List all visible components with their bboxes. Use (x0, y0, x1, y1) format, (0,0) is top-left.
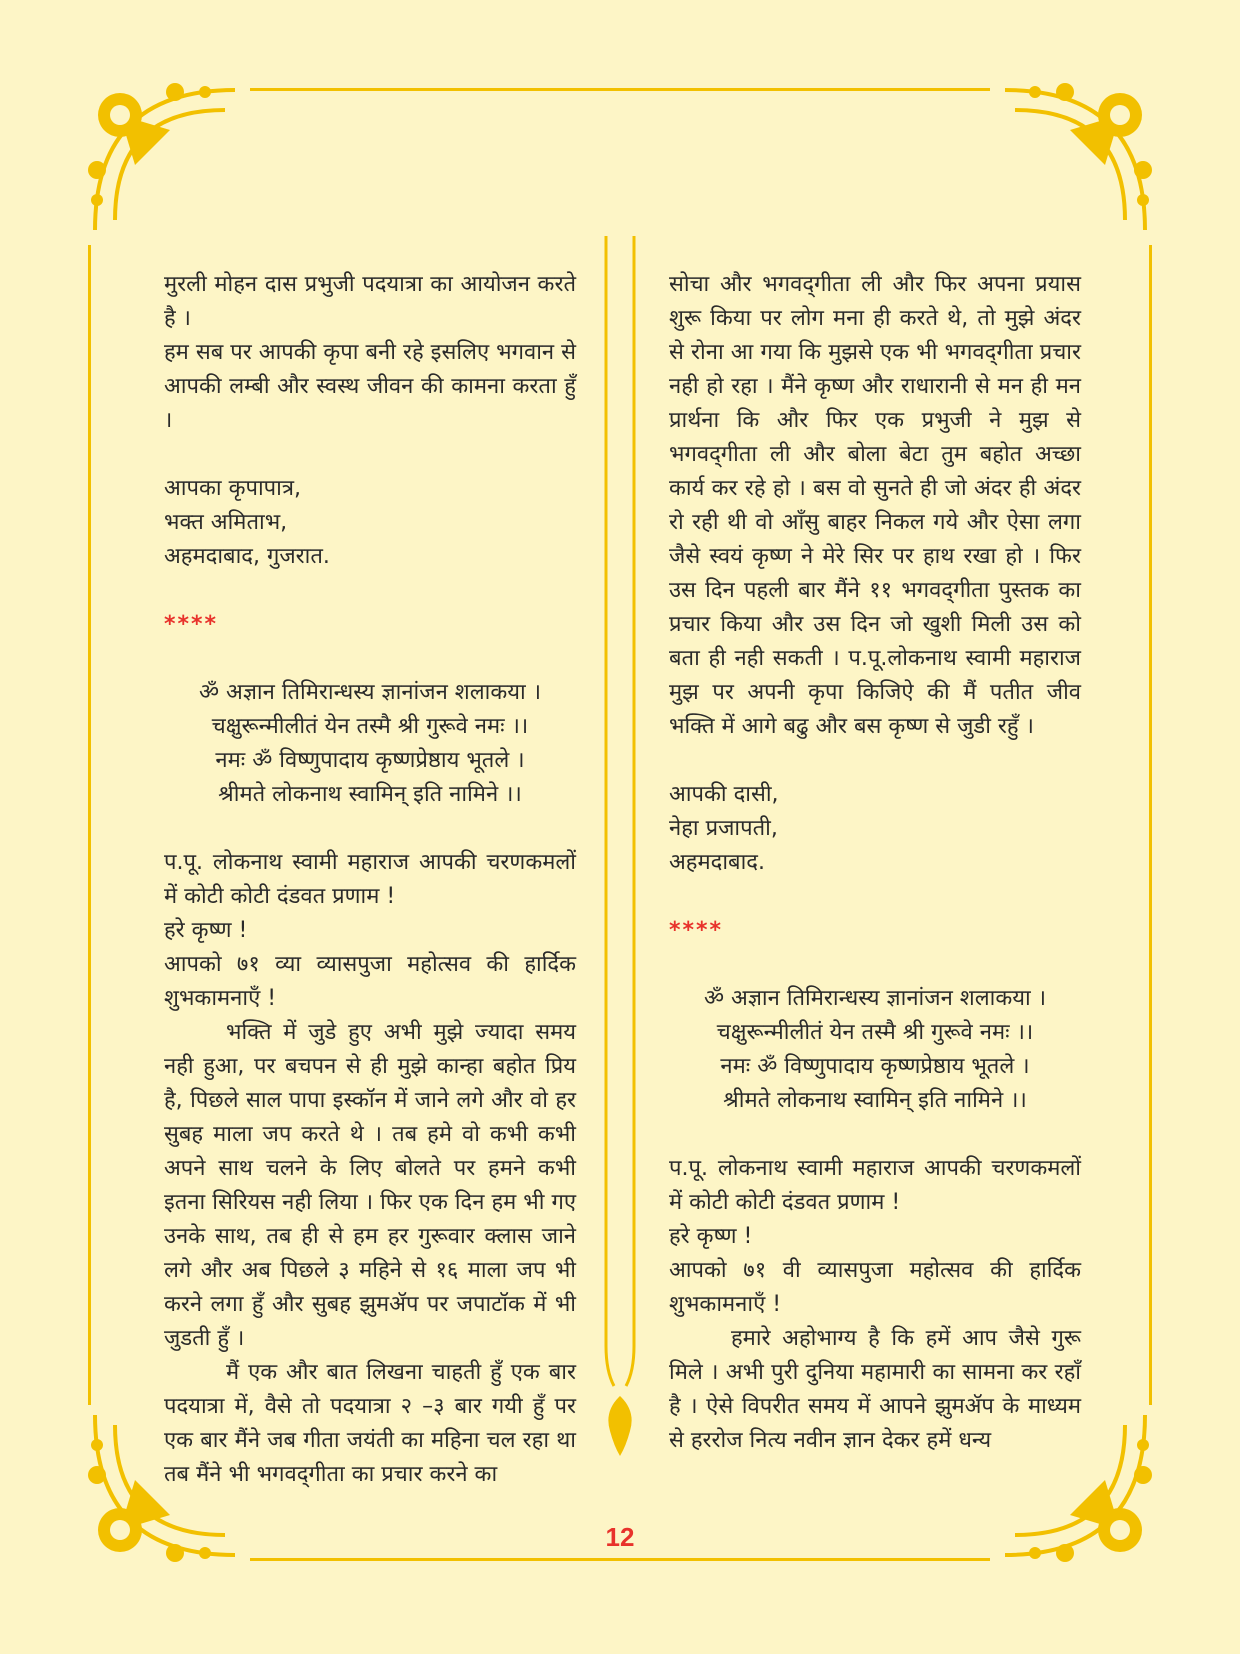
frame-left-line (88, 245, 91, 1405)
wishes-paragraph: आपको ७१ वी व्यासपुजा महोत्सव की हार्दिक शुभकामनाएँ ! (669, 1258, 1081, 1317)
frame-top-line (250, 88, 990, 91)
intro-paragraph: मुरली मोहन दास प्रभुजी पदयात्रा का आयोजन करते है । (164, 272, 576, 331)
signature-line: भक्त अमिताभ, (164, 510, 288, 535)
salutation-paragraph: प.पू. लोकनाथ स्वामी महाराज आपकी चरणकमलों में कोटी कोटी दंडवत प्रणाम ! (669, 1156, 1081, 1215)
intro-paragraph: हम सब पर आपकी कृपा बनी रहे इसलिए भगवान से आपकी लम्बी और स्वस्थ जीवन की कामना करता हुँ । (164, 340, 576, 433)
salutation-paragraph: प.पू. लोकनाथ स्वामी महाराज आपकी चरणकमलों में कोटी कोटी दंडवत प्रणाम ! (164, 850, 576, 909)
greeting-line: हरे कृष्ण ! (164, 918, 248, 943)
section-separator-stars: **** (164, 612, 219, 637)
verse-line: श्रीमते लोकनाथ स्वामिन् इति नामिने ।। (723, 1088, 1027, 1113)
continuation-paragraph: सोचा और भगवद्‌गीता ली और फिर अपना प्रयास शुरू किया पर लोग मना ही करते थे, तो मुझे अंदर से रोना आ गया कि मुझसे एक भी भगवद्‌गीता प्रचार नही हो रहा । मैंने कृष्ण और राधारानी से मन ही मन प्रार्थना कि और फिर एक प्रभुजी ने मुझ से भगवद्‌गीता ली और बोला बेटा तुम बहोत अच्छा कार्य कर रहे हो । बस वो सुनते ही जो अंदर ही अंदर रो रही थी वो आँसु बाहर निकल गये और ऐसा लगा जैसे स्वयं कृष्ण ने मेरे सिर पर हाथ रखा हो । फिर उस दिन पहली बार मैंने ११ भगवद्‌गीता पुस्तक का प्रचार किया और उस दिन जो खुशी मिली उस को बता ही नही सकती । प.पू.लोकनाथ स्वामी महाराज मुझ पर अपनी कृपा किजिऐ की मैं पतीत जीव भक्ति में आगे बढु और बस कृष्ण से जुडी रहुँ । (669, 272, 1081, 739)
verse-line: चक्षुरून्मीलीतं येन तस्मै श्री गुरूवे नमः ।। (211, 714, 529, 739)
left-column (164, 268, 576, 1492)
body-paragraph: मैं एक और बात लिखना चाहती हुँ एक बार पदयात्रा में, वैसे तो पदयात्रा २ –३ बार गयी हुँ पर एक बार मैंने जब गीता जयंती का महिना चल रहा था तब मैंने भी भगवद्‌गीता का प्रचार करने का (164, 1360, 576, 1487)
verse-line: नमः ॐ विष्णुपादाय कृष्णप्रेष्ठाय भूतले । (215, 748, 525, 773)
center-divider (600, 236, 640, 1456)
verse-line: ॐ अज्ञान तिमिरान्धस्य ज्ञानांजन शलाकया । (198, 680, 542, 705)
corner-ornament-top-right (975, 70, 1165, 260)
signature-line: आपकी दासी, (669, 782, 779, 807)
verse-line: चक्षुरून्मीलीतं येन तस्मै श्री गुरूवे नमः ।। (716, 1020, 1034, 1045)
signature-line: आपका कृपापात्र, (164, 476, 301, 501)
section-separator-stars: **** (669, 918, 724, 943)
corner-ornament-top-left (75, 70, 265, 260)
frame-right-line (1149, 245, 1152, 1405)
page-number: 12 (605, 1522, 635, 1552)
frame-bottom-line (250, 1558, 990, 1561)
right-column (669, 268, 1081, 1458)
body-paragraph: हमारे अहोभाग्य है कि हमें आप जैसे गुरू मिले । अभी पुरी दुनिया महामारी का सामना कर रहाँ है । ऐसे विपरीत समय में आपने झुमॲप के माध्यम से हररोज नित्य नवीन ज्ञान देकर हमें धन्य (669, 1326, 1081, 1453)
wishes-paragraph: आपको ७१ व्या व्यासपुजा महोत्सव की हार्दिक शुभकामनाएँ ! (164, 952, 576, 1011)
signature-line: नेहा प्रजापती, (669, 816, 778, 841)
verse-line: नमः ॐ विष्णुपादाय कृष्णप्रेष्ठाय भूतले । (720, 1054, 1030, 1079)
signature-line: अहमदाबाद. (669, 850, 765, 875)
signature-line: अहमदाबाद, गुजरात. (164, 544, 330, 569)
greeting-line: हरे कृष्ण ! (669, 1224, 753, 1249)
verse-line: श्रीमते लोकनाथ स्वामिन् इति नामिने ।। (218, 782, 522, 807)
verse-line: ॐ अज्ञान तिमिरान्धस्य ज्ञानांजन शलाकया । (703, 986, 1047, 1011)
body-paragraph: भक्ति में जुडे हुए अभी मुझे ज्यादा समय नही हुआ, पर बचपन से ही मुझे कान्हा बहोत प्रिय है, पिछले साल पापा इस्कॉन में जाने लगे और वो हर सुबह माला जप करते थे । तब हमे वो कभी कभी अपने साथ चलने के लिए बोलते पर हमने कभी इतना सिरियस नही लिया । फिर एक दिन हम भी गए उनके साथ, तब ही से हम हर गुरूवार क्लास जाने लगे और अब पिछले ३ महिने से १६ माला जप भी करने लगा हुँ और सुबह झुमॲप पर जपाटॉक में भी जुडती हुँ । (164, 1020, 576, 1351)
